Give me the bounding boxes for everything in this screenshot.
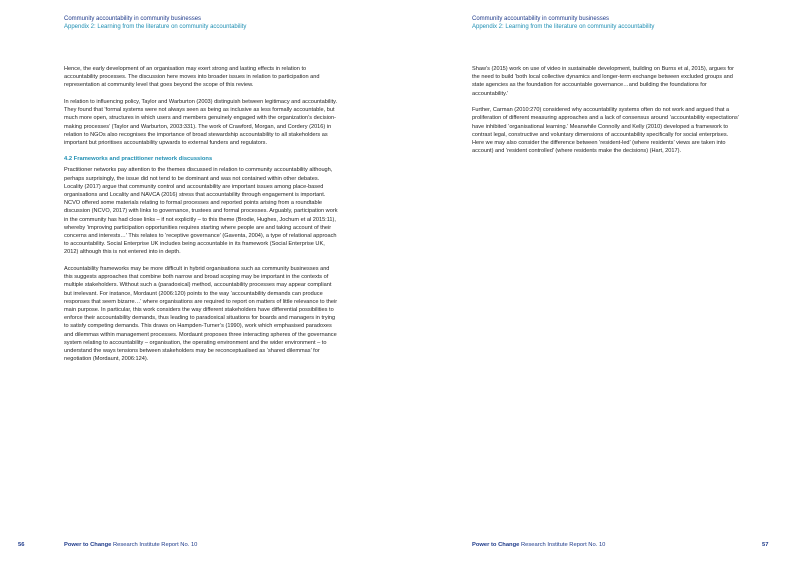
running-head <box>64 15 246 31</box>
paragraph: Accountability frameworks may be more difficult in hybrid organisations such as community businesses and this suggests approaches that combine both narrow and broad scoping may be important in the contexts of multiple stakeholders. Without such a (paradoxical) method, accountability processes may appear compliant but irrelevant. For instance, Mordaunt (2006:120) points to the way ‘accountability demands can produce responses that seem bizarre…’ where organisations are required to report on matters of little relevance to their main purpose. In particular, this work considers the way different stakeholders have differential possibilities to enforce their accountability demands, thus leading to paradoxical situations for boards and managers in trying to satisfy competing demands. This draws on Hampden-Turner’s (1990), work which emphasised paradoxes and dilemmas within management processes. Mordaunt proposes three interacting spheres of the governance system relating to accountability – organisation, the operating environment and the wider environment – to understand the ways tensions between stakeholders may be reconceptualised as ‘shared dilemmas’ for negotiation (Mordaunt, 2006:124). <box>64 265 338 363</box>
running-head-title: Community accountability in community businesses <box>472 16 610 22</box>
page-number: 56 <box>18 542 25 548</box>
running-head-title: Community accountability in community businesses <box>64 16 202 22</box>
running-head-subtitle: Appendix 2: Learning from the literature on community accountability <box>472 24 655 30</box>
paragraph: Practitioner networks pay attention to the themes discussed in relation to community accountability although, perhaps surprisingly, the issue did not tend to be dominant and was not contained within other debates. Locality (2017) argue that community control and accountability are important issues among place-based organisations and Locality and NAVCA (2016) stress that accountability through engagement is important. NCVO offered some materials relating to formal processes and reported points arising from a roundtable discussion (NCVO, 2017) with links to governance, trustees and formal processes. Arguably, participation work in the community has had close links – if not explicitly – to this theme (Brodie, Hughes, Jochum et al 2015:11), whereby ‘improving participation opportunities requires starting where people are and taking account of their concerns and interests…’ This relates to ‘receptive governance’ (Gaventa, 2004), a type of relational approach to accountability. Social Enterprise UK includes being accountable in its framework (Social Enterprise UK, 2012) although this is not entered into in depth. <box>64 167 338 256</box>
footer <box>472 541 605 549</box>
paragraph: Further, Carman (2010:270) considered why accountability systems often do not work and argued that a proliferation of different measuring approaches and a lack of consensus around ‘accountability expectations’ have inhibited ‘organisational learning.’ Meanwhile Connolly and Kelly (2010) developed a framework to contrast legal, constructive and voluntary dimensions of accountability specifically for social enterprises. Here we may also consider the difference between ‘resident-led’ (where residents’ views are taken into account) and ‘resident controlled’ (where residents make the decisions) (Hart, 2017). <box>472 107 739 155</box>
right-body-text <box>472 65 740 164</box>
left-body-text <box>64 65 339 372</box>
right-page <box>400 0 800 566</box>
paragraph: Shaw’s (2015) work on use of video in sustainable development, building on Burns et al, 2015), argues for the need to build ‘both local collective dynamics and longer-term exchange between excluded groups and state agencies as the foundation for accountable governance…and building the foundations for accountability.’ <box>472 66 735 97</box>
page-number: 57 <box>762 542 769 548</box>
paragraph: In relation to influencing policy, Taylor and Warburton (2003) distinguish between legitimacy and accountability. They found that ‘formal systems were not always seen as being as inclusive as less formally accountable, but much more open, structures in which users and members genuinely engaged with the organization’s decision-making processes’ (Taylor and Warburton, 2003:331). The work of Crawford, Morgan, and Cordery (2016) in relation to NGOs also recognises the importance of broad stewardship accountability to all stakeholders as important but prioritises accountability upwards to external funders and regulators. <box>64 98 338 146</box>
footer-brand: Power to Change <box>472 542 520 548</box>
footer-brand: Power to Change <box>64 542 112 548</box>
footer <box>64 541 197 549</box>
footer-report: Research Institute Report No. 10 <box>519 542 606 548</box>
paragraph: Hence, the early development of an organisation may exert strong and lasting effects in relation to accountability processes. The discussion here moves into broader issues in relation to participation and representation at community level that goes beyond the scope of this review. <box>64 66 320 89</box>
running-head <box>472 15 654 31</box>
footer-report: Research Institute Report No. 10 <box>111 542 198 548</box>
section-heading: 4.2 Frameworks and practitioner network discussions <box>64 156 213 163</box>
running-head-subtitle: Appendix 2: Learning from the literature on community accountability <box>64 24 247 30</box>
